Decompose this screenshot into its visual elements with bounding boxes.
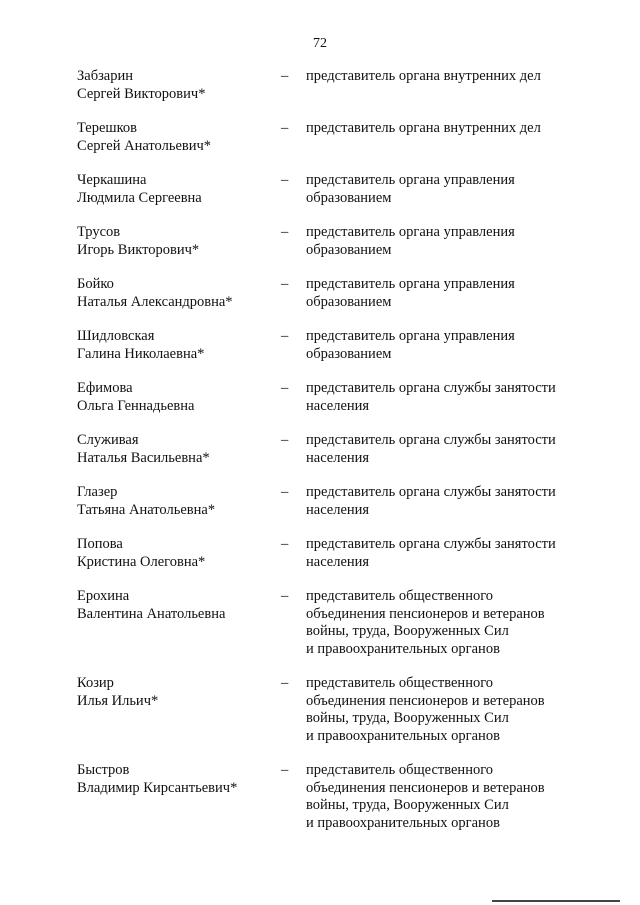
member-surname: Терешков [77, 120, 137, 136]
member-surname: Попова [77, 536, 123, 552]
role-line: объединения пенсионеров и ветеранов [306, 605, 545, 622]
member-name [77, 172, 277, 207]
member-surname: Служивая [77, 432, 139, 448]
role-line: населения [306, 553, 370, 570]
member-surname: Черкашина [77, 172, 147, 188]
member-surname: Забзарин [77, 68, 134, 84]
dash-separator: – [281, 328, 289, 344]
member-role [306, 328, 576, 363]
member-given-names: Кристина Олеговна* [77, 553, 206, 570]
member-surname: Быстров [77, 762, 130, 778]
member-given-names: Илья Ильич* [77, 692, 159, 709]
role-line: войны, труда, Вооруженных Сил [306, 623, 509, 639]
member-name [77, 224, 277, 259]
member-surname: Козир [77, 675, 114, 691]
member-name [77, 675, 277, 710]
dash-separator: – [281, 432, 289, 448]
member-name [77, 588, 277, 623]
member-name [77, 120, 277, 155]
member-name [77, 380, 277, 415]
role-line: и правоохранительных органов [306, 640, 500, 657]
dash-separator: – [281, 68, 289, 84]
member-name [77, 536, 277, 571]
role-line: войны, труда, Вооруженных Сил [306, 797, 509, 813]
member-given-names: Игорь Викторович* [77, 241, 200, 258]
dash-separator: – [281, 224, 289, 240]
member-given-names: Наталья Александровна* [77, 293, 233, 310]
dash-separator: – [281, 276, 289, 292]
role-line: образованием [306, 293, 392, 310]
role-line: образованием [306, 189, 392, 206]
member-surname: Шидловская [77, 328, 155, 344]
member-name [77, 484, 277, 519]
role-line: представитель органа службы занятости [306, 380, 556, 396]
member-role [306, 536, 576, 571]
role-line: войны, труда, Вооруженных Сил [306, 710, 509, 726]
role-line: представитель органа управления [306, 328, 515, 344]
member-given-names: Валентина Анатольевна [77, 605, 226, 622]
dash-separator: – [281, 536, 289, 552]
role-line: образованием [306, 345, 392, 362]
role-line: населения [306, 449, 370, 466]
member-name [77, 68, 277, 103]
page-number: 72 [313, 36, 327, 51]
role-line: населения [306, 397, 370, 414]
dash-separator: – [281, 588, 289, 604]
role-line: представитель органа службы занятости [306, 484, 556, 500]
role-line: населения [306, 501, 370, 518]
member-role [306, 68, 576, 86]
role-line: и правоохранительных органов [306, 727, 500, 744]
member-role [306, 484, 576, 519]
role-line: объединения пенсионеров и ветеранов [306, 779, 545, 796]
member-role [306, 380, 576, 415]
role-line: представитель общественного [306, 762, 494, 778]
member-name [77, 328, 277, 363]
role-line: представитель органа управления [306, 224, 515, 240]
member-name [77, 276, 277, 311]
role-line: объединения пенсионеров и ветеранов [306, 692, 545, 709]
dash-separator: – [281, 675, 289, 691]
member-given-names: Галина Николаевна* [77, 345, 205, 362]
member-role [306, 432, 576, 467]
role-line: представитель органа управления [306, 172, 515, 188]
member-role [306, 224, 576, 259]
role-line: представитель органа внутренних дел [306, 68, 541, 84]
role-line: представитель органа службы занятости [306, 536, 556, 552]
member-given-names: Наталья Васильевна* [77, 449, 210, 466]
member-surname: Ерохина [77, 588, 130, 604]
member-role [306, 675, 576, 745]
member-role [306, 172, 576, 207]
member-given-names: Татьяна Анатольевна* [77, 501, 216, 518]
member-role [306, 762, 576, 832]
role-line: представитель органа службы занятости [306, 432, 556, 448]
member-role [306, 120, 576, 138]
footer-rule [492, 900, 620, 902]
member-given-names: Сергей Анатольевич* [77, 137, 212, 154]
role-line: представитель органа управления [306, 276, 515, 292]
member-given-names: Сергей Викторович* [77, 85, 206, 102]
role-line: и правоохранительных органов [306, 814, 500, 831]
dash-separator: – [281, 380, 289, 396]
dash-separator: – [281, 484, 289, 500]
role-line: представитель органа внутренних дел [306, 120, 541, 136]
role-line: образованием [306, 241, 392, 258]
role-line: представитель общественного [306, 675, 494, 691]
member-given-names: Людмила Сергеевна [77, 189, 202, 206]
member-name [77, 432, 277, 467]
dash-separator: – [281, 120, 289, 136]
member-role [306, 588, 576, 658]
member-given-names: Ольга Геннадьевна [77, 397, 195, 414]
member-surname: Трусов [77, 224, 121, 240]
member-name [77, 762, 277, 797]
member-surname: Глазер [77, 484, 118, 500]
role-line: представитель общественного [306, 588, 494, 604]
member-surname: Бойко [77, 276, 114, 292]
dash-separator: – [281, 762, 289, 778]
member-given-names: Владимир Кирсантьевич* [77, 779, 238, 796]
member-surname: Ефимова [77, 380, 133, 396]
member-role [306, 276, 576, 311]
dash-separator: – [281, 172, 289, 188]
